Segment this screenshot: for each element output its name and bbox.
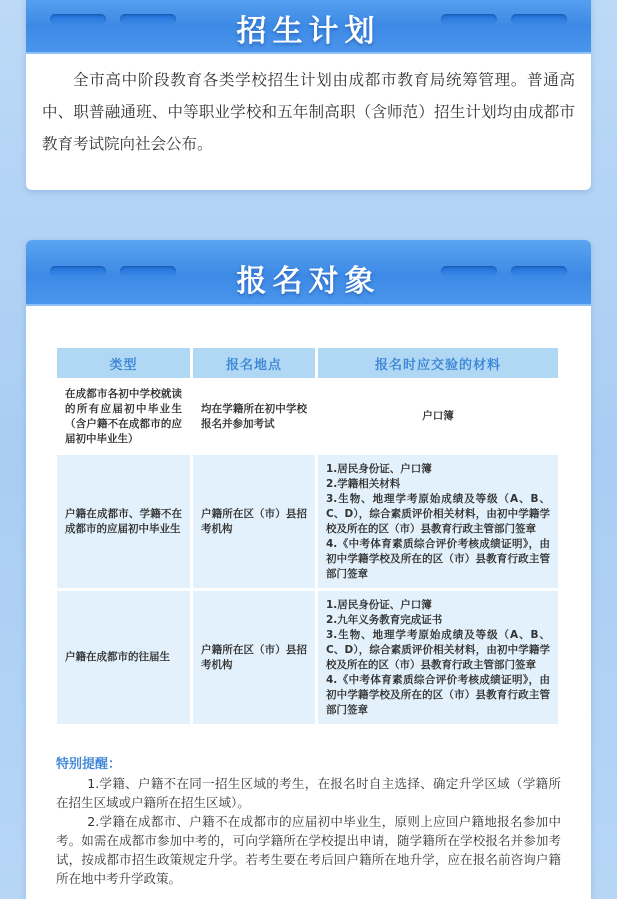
plan-banner: [26, 0, 591, 54]
decor-pill: [441, 266, 497, 276]
material-item: 1.居民身份证、户口簿: [326, 598, 432, 611]
registration-card: [26, 240, 591, 899]
plan-paragraph: 全市高中阶段教育各类学校招生计划由成都市教育局统筹管理。普通高中、职普融通班、中等职业学校和五年制高职（含师范）招生计划均由成都市教育考试院向社会公布。: [42, 71, 575, 153]
plan-card: [26, 0, 591, 190]
registration-title: 报名对象: [236, 264, 381, 299]
cell-type: 户籍在成都市、学籍不在成都市的应届初中毕业生: [57, 452, 193, 588]
table-row: [57, 588, 558, 724]
cell-location: 户籍所在区（市）县招考机构: [193, 452, 318, 588]
note-item: 2.学籍在成都市、户籍不在成都市的应届初中毕业生，原则上应回户籍地报名参加中考。如需在成都市参加中考的，可向学籍所在学校提出申请，随学籍所在学校报名并参加考试，按成都市招生政策规定升学。若考生要在考后回户籍所在地升学，应在报名前咨询户籍所在地中考升学政策。: [56, 814, 561, 886]
plan-title: 招生计划: [236, 14, 381, 49]
header-location: 报名地点: [193, 348, 318, 378]
decor-pill: [441, 14, 497, 24]
cell-materials: [318, 378, 558, 452]
material-item: 3.生物、地理学考原始成绩及等级（A、B、C、D），综合素质评价相关材料，由初中学籍学校及所在的区（市）县教育行政主管部门签章: [326, 628, 550, 671]
header-type: 类型: [57, 348, 193, 378]
decor-pill: [511, 266, 567, 276]
cell-type: 在成都市各初中学校就读的所有应届初中毕业生（含户籍不在成都市的应届初中毕业生）: [57, 378, 193, 452]
cell-location: 均在学籍所在初中学校报名并参加考试: [193, 378, 318, 452]
decor-pill: [511, 14, 567, 24]
material-item: 户口簿: [422, 410, 454, 422]
cell-materials: [318, 452, 558, 588]
table-header-row: [57, 348, 558, 378]
material-item: 1.居民身份证、户口簿: [326, 462, 432, 475]
material-item: 2.学籍相关材料: [326, 477, 401, 490]
table-row: [57, 378, 558, 452]
cell-materials: [318, 588, 558, 724]
registration-banner: [26, 240, 591, 306]
material-item: 4.《中考体育素质综合评价考核成绩证明》，由初中学籍学校及所在的区（市）县教育行政主管部门签章: [326, 537, 550, 580]
cell-location: 户籍所在区（市）县招考机构: [193, 588, 318, 724]
cell-type: 户籍在成都市的往届生: [57, 588, 193, 724]
registration-table: [57, 348, 558, 724]
notes-title: 特别提醒：: [56, 757, 122, 772]
material-item: 3.生物、地理学考原始成绩及等级（A、B、C、D），综合素质评价相关材料，由初中学籍学校及所在的区（市）县教育行政主管部门签章: [326, 492, 550, 535]
header-materials: 报名时应交验的材料: [318, 348, 558, 378]
table-row: [57, 452, 558, 588]
material-item: 4.《中考体育素质综合评价考核成绩证明》，由初中学籍学校及所在的区（市）县教育行政主管部门签章: [326, 673, 550, 716]
special-notes: [56, 753, 561, 888]
note-item: 1.学籍、户籍不在同一招生区域的考生，在报名时自主选择、确定升学区域（学籍所在招生区域或户籍所在招生区域）。: [56, 776, 561, 810]
material-item: 2.九年义务教育完成证书: [326, 613, 443, 626]
